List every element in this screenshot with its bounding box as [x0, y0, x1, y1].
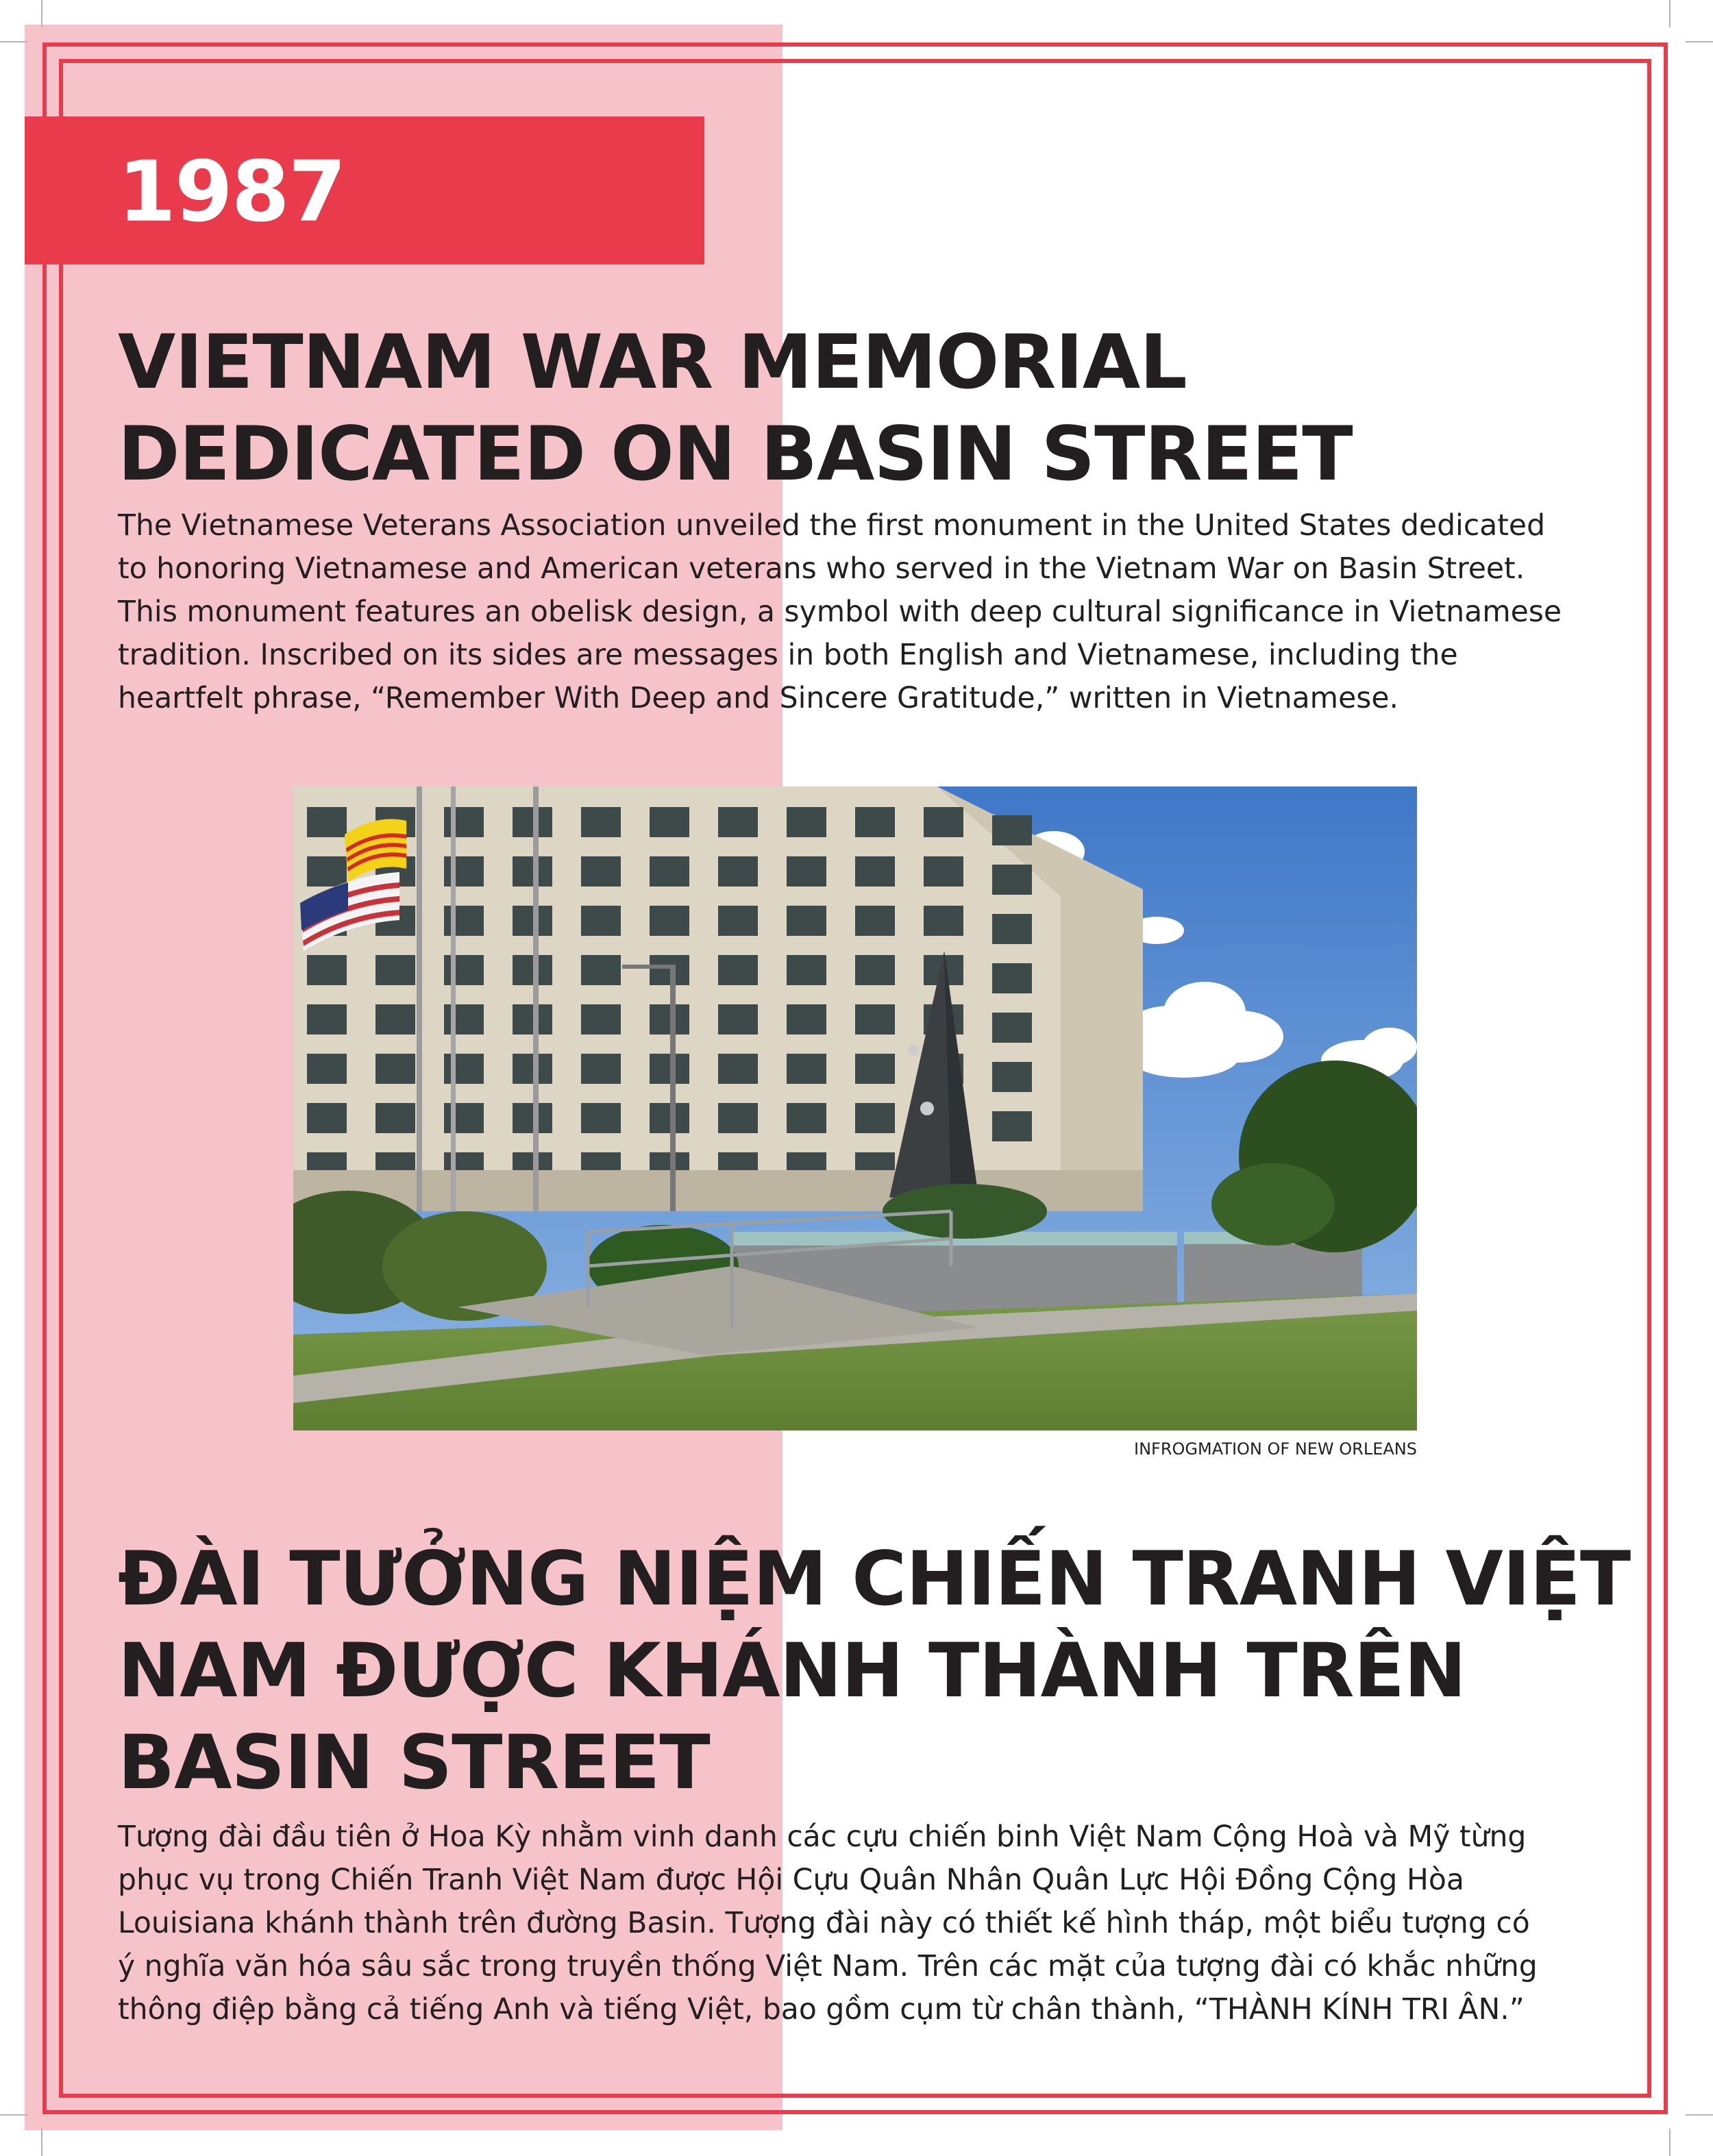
- headline-line: NAM ĐƯỢC KHÁNH THÀNH TRÊN: [118, 1627, 1466, 1714]
- body-line: This monument features an obelisk design, a symbol with deep cultural significance in Vietnamese: [118, 595, 1562, 629]
- window: [650, 906, 689, 936]
- window: [855, 1004, 895, 1034]
- body-line: Tượng đài đầu tiên ở Hoa Kỳ nhằm vinh danh các cựu chiến binh Việt Nam Cộng Hoà và Mỹ từng: [118, 1820, 1527, 1854]
- window: [992, 963, 1032, 993]
- window: [855, 856, 895, 887]
- window: [650, 1004, 689, 1034]
- crop-mark: [1686, 41, 1713, 42]
- window: [855, 955, 895, 985]
- window: [992, 865, 1032, 895]
- window: [375, 955, 415, 985]
- flagpole: [533, 786, 539, 1211]
- memorial-photo: [293, 786, 1417, 1430]
- crop-mark: [1669, 0, 1671, 27]
- window: [787, 856, 826, 887]
- window: [924, 906, 963, 936]
- window: [581, 1103, 621, 1133]
- window: [375, 1103, 415, 1133]
- crop-mark: [1686, 2114, 1713, 2116]
- headline-line: ĐÀI TƯỞNG NIỆM CHIẾN TRANH VIỆT: [118, 1535, 1631, 1622]
- crop-mark: [0, 2114, 27, 2116]
- window: [307, 856, 347, 887]
- window: [513, 1054, 552, 1084]
- window: [787, 955, 826, 985]
- window: [992, 1062, 1032, 1092]
- window: [581, 1054, 621, 1084]
- window: [787, 1004, 826, 1034]
- window: [375, 1004, 415, 1034]
- body-line: phục vụ trong Chiến Tranh Việt Nam được Hội Cựu Quân Nhân Quân Lực Hội Đồng Cộng Hòa: [118, 1863, 1464, 1897]
- window: [924, 807, 963, 837]
- english-body: [118, 504, 1562, 720]
- window: [581, 807, 621, 837]
- vietnamese-body: [118, 1816, 1538, 2031]
- english-headline: [118, 317, 1353, 500]
- window: [307, 955, 347, 985]
- window: [444, 906, 484, 936]
- window: [581, 955, 621, 985]
- window: [992, 914, 1032, 944]
- window: [992, 1013, 1032, 1043]
- window: [307, 807, 347, 837]
- body-line: thông điệp bằng cả tiếng Anh và tiếng Việt, bao gồm cụm từ chân thành, “THÀNH KÍNH TRI ÂN.”: [118, 1993, 1525, 2027]
- window: [444, 807, 484, 837]
- crop-mark: [0, 41, 27, 42]
- window: [650, 1103, 689, 1133]
- crop-mark: [1669, 2129, 1671, 2156]
- window: [444, 1004, 484, 1034]
- flagpole: [417, 786, 422, 1211]
- window: [787, 807, 826, 837]
- window: [444, 1054, 484, 1084]
- window: [787, 1054, 826, 1084]
- window: [650, 955, 689, 985]
- window: [718, 1004, 758, 1034]
- body-line: The Vietnamese Veterans Association unveiled the first monument in the United States dedicated: [118, 509, 1546, 543]
- window: [581, 906, 621, 936]
- year-label: 1987: [118, 143, 345, 240]
- window: [855, 1054, 895, 1084]
- window: [718, 955, 758, 985]
- window: [375, 1054, 415, 1084]
- flagpole: [451, 786, 456, 1211]
- window: [513, 856, 552, 887]
- window: [787, 906, 826, 936]
- window: [855, 1103, 895, 1133]
- vietnamese-headline: [118, 1533, 1630, 1809]
- window: [718, 906, 758, 936]
- window: [718, 807, 758, 837]
- lamp-post: [670, 965, 676, 1211]
- window: [718, 856, 758, 887]
- body-line: ý nghĩa văn hóa sâu sắc trong truyền thống Việt Nam. Trên các mặt của tượng đài có khắc những: [118, 1950, 1538, 1983]
- window: [650, 807, 689, 837]
- window: [650, 1054, 689, 1084]
- window: [444, 856, 484, 887]
- body-line: heartfelt phrase, “Remember With Deep and Sincere Gratitude,” written in Vietnamese.: [118, 682, 1399, 715]
- window: [992, 815, 1032, 845]
- window: [444, 955, 484, 985]
- window: [513, 1103, 552, 1133]
- window: [513, 906, 552, 936]
- window: [513, 955, 552, 985]
- headline-line: VIETNAM WAR MEMORIAL: [118, 319, 1187, 406]
- crop-mark: [41, 2129, 42, 2156]
- window: [855, 906, 895, 936]
- window: [992, 1111, 1032, 1141]
- window: [581, 856, 621, 887]
- window: [855, 807, 895, 837]
- photo-caption: INFROGMATION OF NEW ORLEANS: [1134, 1439, 1417, 1459]
- window: [718, 1103, 758, 1133]
- window: [924, 856, 963, 887]
- crop-mark: [41, 0, 42, 27]
- window: [650, 856, 689, 887]
- body-line: to honoring Vietnamese and American veterans who served in the Vietnam War on Basin Street.: [118, 552, 1525, 586]
- body-line: tradition. Inscribed on its sides are messages in both English and Vietnamese, including the: [118, 639, 1458, 672]
- window: [307, 1103, 347, 1133]
- window: [581, 1004, 621, 1034]
- body-line: Louisiana khánh thành trên đường Basin. Tượng đài này có thiết kế hình tháp, một biểu tượng có: [118, 1907, 1530, 1940]
- window: [307, 1054, 347, 1084]
- headline-line: BASIN STREET: [118, 1719, 710, 1806]
- window: [444, 1103, 484, 1133]
- window: [307, 1004, 347, 1034]
- window: [513, 1004, 552, 1034]
- window: [787, 1103, 826, 1133]
- headline-line: DEDICATED ON BASIN STREET: [118, 410, 1353, 497]
- window: [513, 807, 552, 837]
- window: [718, 1054, 758, 1084]
